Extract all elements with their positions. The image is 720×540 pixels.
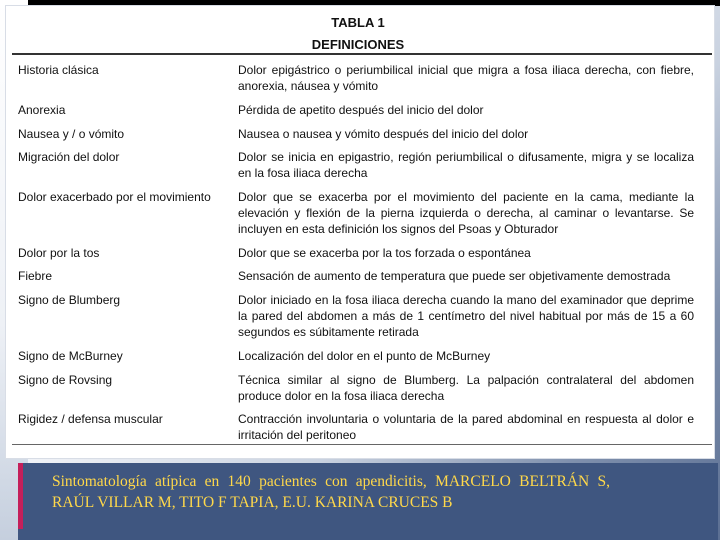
row-definition: Dolor epigástrico o periumbilical inicial que migra a fosa iliaca derecha, con fiebre, anorexia, náusea y vómito xyxy=(238,63,694,93)
row-term: Rigidez / defensa muscular xyxy=(18,412,163,426)
row-term: Dolor por la tos xyxy=(18,246,100,260)
row-term: Historia clásica xyxy=(18,63,99,77)
row-term: Signo de Rovsing xyxy=(18,373,113,387)
row-definition: Dolor que se exacerba por el movimiento del paciente en la cama, mediante la elevación y flexión de la pierna izquierda o derecha, al caminar o levantarse. Se incluyen en esta definición los signos del Psoas y Obturador xyxy=(238,190,694,236)
table-number: TABLA 1 xyxy=(331,15,385,30)
row-definition: Dolor que se exacerba por la tos forzada o espontánea xyxy=(238,246,531,260)
source-caption: Sintomatología atípica en 140 pacientes con apendicitis, MARCELO BELTRÁN S, RAÚL VILLAR M, TITO F TAPIA, E.U. KARINA CRUCES B xyxy=(52,473,610,511)
row-definition: Técnica similar al signo de Blumberg. La palpación contralateral del abdomen produce dolor en la fosa iliaca derecha xyxy=(238,373,694,403)
definitions-table xyxy=(6,6,714,458)
row-definition: Dolor iniciado en la fosa iliaca derecha cuando la mano del examinador que deprime la pared del abdomen a más de 1 centímetro del nivel habitual por más de 15 a 60 segundos es súbitamente retirada xyxy=(238,293,694,339)
caption-accent-bar xyxy=(18,463,23,529)
row-definition: Contracción involuntaria o voluntaria de la pared abdominal en respuesta al dolor e irritación del peritoneo xyxy=(238,412,694,442)
row-term: Signo de Blumberg xyxy=(18,293,121,307)
row-term: Anorexia xyxy=(18,103,66,117)
row-definition: Sensación de aumento de temperatura que puede ser objetivamente demostrada xyxy=(238,269,671,283)
row-term: Nausea y / o vómito xyxy=(18,127,125,141)
row-definition: Nausea o nausea y vómito después del inicio del dolor xyxy=(238,127,529,141)
row-definition: Pérdida de apetito después del inicio del dolor xyxy=(238,103,484,117)
table-top-rule xyxy=(12,53,712,55)
row-term: Migración del dolor xyxy=(18,150,120,164)
row-definition: Dolor se inicia en epigastrio, región periumbilical o difusamente, migra y se localiza en la fosa iliaca derecha xyxy=(238,150,694,180)
row-definition: Localización del dolor en el punto de McBurney xyxy=(238,349,491,363)
table-heading: DEFINICIONES xyxy=(311,37,405,52)
row-term: Dolor exacerbado por el movimiento xyxy=(18,190,211,204)
row-term: Signo de McBurney xyxy=(18,349,123,363)
row-term: Fiebre xyxy=(18,269,53,283)
table-bottom-rule xyxy=(12,444,712,445)
